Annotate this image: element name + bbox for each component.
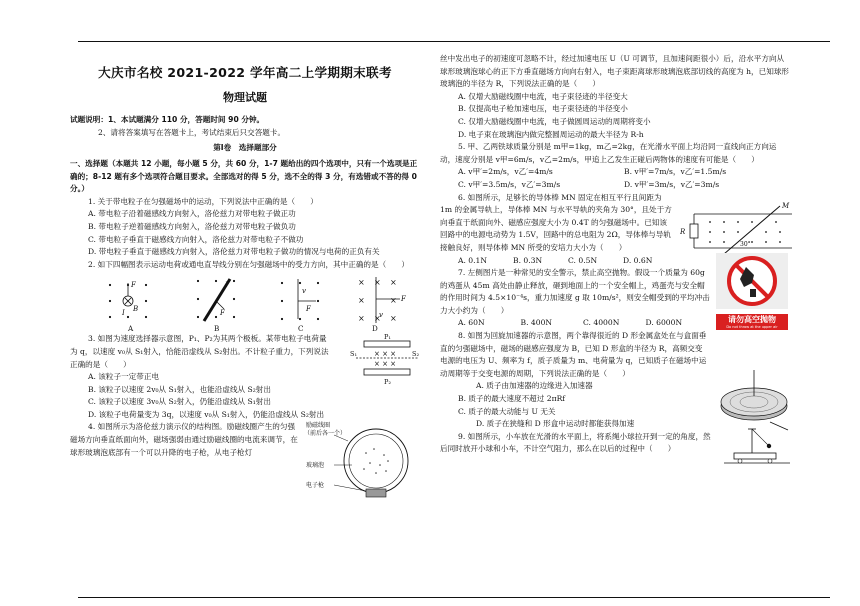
q4-block bbox=[70, 421, 420, 490]
q3-diagram bbox=[350, 331, 422, 385]
q3-stem: 3. 如图为速度选择器示意图，P₁、P₂为其两个极板。某带电粒子电荷量为 q，以速度 v₀从 S₁射入，恰能沿虚线从 S₂射出。不计粒子重力，下列说法正确的是（ ） bbox=[70, 334, 329, 369]
bottom-rule bbox=[78, 597, 830, 598]
svg-text:B: B bbox=[133, 305, 139, 314]
q5-option-c: C. v甲′=3.5m/s，v乙′=3m/s bbox=[458, 179, 561, 189]
q7-warning-sign bbox=[716, 253, 788, 330]
q6-option-b: B. 0.3N bbox=[513, 255, 543, 265]
q6-label-m: M bbox=[782, 201, 790, 210]
q5-option-d: D. v甲′=3m/s，v乙′=3m/s bbox=[624, 179, 720, 189]
svg-text:×: × bbox=[358, 296, 365, 306]
q5-options-row2 bbox=[440, 179, 790, 192]
q1-option-a: A. 带电粒子沿着磁感线方向射入，洛伦兹力对带电粒子做正功 bbox=[88, 209, 296, 219]
svg-text:F: F bbox=[131, 281, 136, 290]
q6-options bbox=[440, 255, 678, 268]
q2-diagrams bbox=[70, 271, 420, 333]
q3-label-p1: P₁ bbox=[384, 333, 391, 342]
q4-continued: 丝中发出电子的初速度可忽略不计，经过加速电压 U（U 可调节，且加速间距很小）后，沿水平方向从球形玻璃泡球心的正下方垂直磁场方向向右射入，电子束距离球形玻璃泡底部切线的高度为 h，已知球形玻璃泡的半径为 R，下列说法正确的是（ ） bbox=[440, 54, 790, 89]
q7-option-c: C. 4000N bbox=[583, 318, 620, 328]
q8-stem: 8. 如图为回旋加速器的示意图，两个靠得很近的 D 形金属盒处在与盒面垂直的匀强磁场中，磁场的磁感应强度为 B，已知 D 形盒的半径为 R，高频交变电源的电压为 U、频率为 f，质子质量为 m、电荷量为 q，已知质子在磁场中运动周期等于交变电源的周期，下列说法正确的是（ ） bbox=[440, 331, 707, 378]
q1-option-d: D. 带电粒子垂直于磁感线方向射入，洛伦兹力对带电粒子做功的情况与电荷的正负有关 bbox=[88, 247, 380, 257]
q2-fig-a bbox=[109, 281, 147, 318]
q2-fig-d bbox=[358, 277, 407, 323]
svg-text:F: F bbox=[401, 295, 406, 304]
q5-option-b: B. v甲′=7m/s，v乙′=1.5m/s bbox=[624, 167, 727, 177]
q2-figures bbox=[70, 271, 420, 333]
svg-text:×: × bbox=[358, 314, 365, 324]
svg-text:F: F bbox=[306, 305, 311, 314]
svg-text:v: v bbox=[302, 287, 306, 296]
q2-label-a: A bbox=[128, 324, 134, 334]
q9-block bbox=[440, 431, 790, 456]
q2-fig-b bbox=[197, 279, 235, 321]
section-heading: 第Ⅰ卷 选择题部分 bbox=[213, 143, 277, 153]
q4-option-a: A. 仅增大励磁线圈中电流，电子束径迹的半径变大 bbox=[458, 91, 628, 101]
svg-text:×: × bbox=[390, 314, 397, 324]
q3-label-p2: P₂ bbox=[384, 378, 391, 386]
svg-text:v: v bbox=[379, 311, 383, 320]
q3-option-d: D. 该粒子电荷量变为 3q，以速度 v₀从 S₁射入，仍能沿虚线从 S₂射出 bbox=[88, 409, 325, 419]
q3-option-c: C. 该粒子以速度 3v₀从 S₂射入，仍能沿虚线从 S₁射出 bbox=[88, 397, 271, 407]
paper-subtitle: 物理试题 bbox=[223, 90, 267, 104]
q7-sign-subtext: Do not throw at the upper air bbox=[716, 325, 788, 330]
q8-option-b: B. 质子的最大速度不超过 2πRf bbox=[458, 394, 566, 404]
top-rule bbox=[78, 41, 830, 42]
q2-label-b: B bbox=[214, 324, 220, 334]
q4-label-coil: 励磁线圈 bbox=[306, 422, 331, 430]
q5-stem: 5. 甲、乙两铁球质量分别是 m甲=1kg，m乙=2kg，在光滑水平面上均沿同一直线向正方向运动，速度分别是 v甲=6m/s，v乙=2m/s，甲追上乙发生正碰后两物体的速度有可能是（ ） bbox=[440, 142, 777, 164]
svg-text:I: I bbox=[122, 309, 125, 318]
q3-label-s2: S₂ bbox=[412, 350, 420, 359]
svg-text:× × ×: × × × bbox=[374, 350, 397, 359]
svg-text:I: I bbox=[225, 281, 228, 290]
q1-option-c: C. 带电粒子垂直于磁感线方向射入，洛伦兹力对带电粒子不做功 bbox=[88, 234, 304, 244]
svg-text:×: × bbox=[374, 314, 381, 324]
q6-block bbox=[440, 192, 790, 255]
q3-label-s1: S₁ bbox=[350, 350, 358, 359]
q6-option-c: C. 0.5N bbox=[568, 255, 598, 265]
q5-option-a: A. v甲′=2m/s，v乙′=4m/s bbox=[458, 167, 553, 177]
svg-text:×: × bbox=[390, 296, 397, 306]
q4-option-b: B. 仅提高电子枪加速电压，电子束径迹的半径变小 bbox=[458, 104, 628, 114]
q2-label-c: C bbox=[298, 324, 304, 334]
q7-sign-text: 请勿高空抛物 bbox=[716, 314, 788, 325]
q6-label-angle: 30° bbox=[740, 240, 751, 248]
svg-text:× × ×: × × × bbox=[374, 360, 397, 369]
svg-text:×: × bbox=[374, 278, 381, 288]
q6-stem: 6. 如图所示，足够长的导体棒 MN 固定在相互平行且间距为 1m 的金属导轨上，导体棒 MN 与水平导轨的夹角为 30°，且处于方向垂直于纸面向外、磁感应强度大小为 0.4T 的匀强磁场中。已知该回路中的电源电动势为 1.5V，回路中的总电阻为 2Ω，导体棒与导轨接触良好，则导体棒 MN 所受的安培力大小为（ ） bbox=[440, 192, 672, 252]
q6-label-r: R bbox=[680, 227, 686, 236]
q7-option-b: B. 400N bbox=[520, 318, 553, 328]
q6-option-d: D. 0.6N bbox=[623, 255, 653, 265]
q2-label-d: D bbox=[372, 324, 378, 334]
q7-options bbox=[440, 317, 708, 330]
q7-stem: 7. 左侧图片是一种常见的安全警示，禁止高空抛物。假设一个质量为 60g 的鸡蛋从 45m 高处由静止释放，砸到地面上的一个安全帽上，鸡蛋壳与安全帽的作用时间为 4.5×10⁻⁴s，重力加速度 g 取 10m/s²，则安全帽受到的平均冲击力大小约为（ ） bbox=[440, 268, 710, 315]
q4-option-c: C. 仅增大励磁线圈中电流，电子做圆周运动的周期将变小 bbox=[458, 116, 651, 126]
q1-option-b: B. 带电粒子逆着磁感线方向射入，洛伦兹力对带电粒子做负功 bbox=[88, 221, 296, 231]
q9-stem: 9. 如图所示，小车放在光滑的水平面上，将系绳小球拉开到一定的角度，然后同时放开小球和小车，不计空气阻力，那么在以后的过程中（ ） bbox=[440, 431, 711, 454]
q7-option-a: A. 60N bbox=[458, 318, 485, 328]
q4-stem: 4. 如图所示为洛伦兹力演示仪的结构图。励磁线圈产生的匀强磁场方向垂直纸面向外，磁场强弱由通过励磁线圈的电流来调节，在球形玻璃泡底部有一个可以升降的电子枪，从电子枪灯 bbox=[70, 422, 298, 457]
q2-stem: 2. 如下四幅图表示运动电荷或通电直导线分别在匀强磁场中的受力方向，其中正确的是（ ） bbox=[88, 259, 409, 269]
instructions-line2: 2、请将答案填写在答题卡上，考试结束后只交答题卡。 bbox=[98, 127, 286, 137]
q7-option-d: D. 6000N bbox=[645, 318, 683, 328]
no-throw-icon bbox=[716, 253, 788, 309]
q1-stem: 1. 关于带电粒子在匀强磁场中的运动，下列说法中正确的是（ ） bbox=[88, 196, 318, 206]
section-intro: 一、选择题（本题共 12 小题，每小题 5 分，共 60 分，1-7 题给出的四个选项中，只有一个选项是正确的；8-12 题有多个选项符合题目要求。全部选对的得 5 分，选不全的得 3 分，有选错或不答的得 0 分。） bbox=[70, 158, 418, 194]
q4-option-d: D. 电子束在玻璃泡内做完整圆周运动的最大半径为 R-h bbox=[458, 129, 644, 139]
q8-block bbox=[440, 330, 790, 380]
q9-cart-pendulum-diagram bbox=[722, 423, 792, 467]
paper-title: 大庆市名校 2021-2022 学年高二上学期期末联考 bbox=[98, 65, 392, 80]
q8-option-d: D. 质子在狭缝和 D 形盒中运动时都能获得加速 bbox=[476, 419, 635, 429]
q4-label-coil2: （前后各一个） bbox=[304, 430, 347, 438]
instructions-line1: 试题说明：1、本试题满分 110 分，答题时间 90 分钟。 bbox=[70, 115, 265, 125]
svg-text:F: F bbox=[220, 309, 225, 318]
q3-option-b: B. 该粒子以速度 2v₀从 S₁射入，也能沿虚线从 S₂射出 bbox=[88, 384, 271, 394]
right-column bbox=[440, 53, 790, 456]
q8-option-c: C. 质子的最大动能与 U 无关 bbox=[458, 406, 556, 416]
left-column bbox=[70, 53, 420, 490]
q6-option-a: A. 0.1N bbox=[458, 255, 488, 265]
q2-fig-c bbox=[281, 279, 319, 320]
q3-option-a: A. 该粒子一定带正电 bbox=[88, 372, 160, 382]
q5-options-row1 bbox=[440, 166, 790, 179]
q4-label-bulb: 玻璃泡 bbox=[306, 462, 325, 470]
q8-option-a: A. 质子由加速器的边缘进入加速器 bbox=[476, 381, 593, 391]
q4-diagram bbox=[304, 419, 420, 499]
q4-label-gun: 电子枪 bbox=[306, 482, 325, 490]
svg-text:×: × bbox=[358, 278, 365, 288]
svg-text:×: × bbox=[390, 278, 397, 288]
